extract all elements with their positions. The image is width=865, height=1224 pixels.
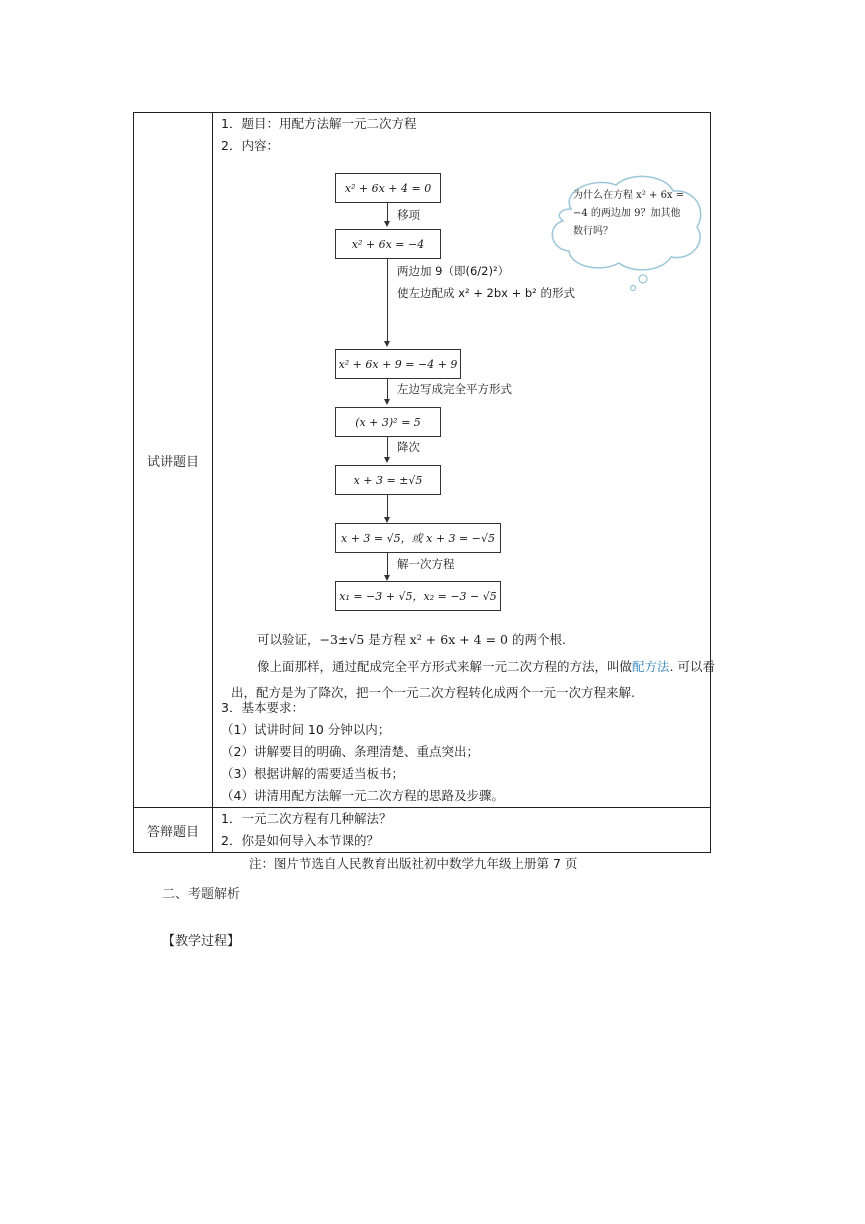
requirements-heading: 3．基本要求： bbox=[221, 700, 304, 715]
method-paragraph: 像上面那样，通过配成完全平方形式来解一元二次方程的方法，叫做配方法. 可以看出，配方是为了降次，把一个一元二次方程转化成两个一元一次方程来解. bbox=[231, 659, 715, 700]
requirement-item: （4）讲清用配方法解一元二次方程的思路及步骤。 bbox=[221, 788, 504, 803]
flow-arrow-2 bbox=[387, 258, 388, 344]
verify-paragraph: 可以验证，−3±√5 是方程 x² + 6x + 4 = 0 的两个根. bbox=[257, 632, 566, 647]
lecture-topic-cell bbox=[213, 113, 715, 808]
defense-topic-cell bbox=[213, 808, 711, 853]
flow-box-6: x + 3 = √5，或 x + 3 = −√5 bbox=[335, 523, 501, 553]
lecture-content bbox=[213, 113, 715, 807]
requirement-item: （1）试讲时间 10 分钟以内； bbox=[221, 722, 391, 737]
flow-step-4: 降次 bbox=[397, 440, 420, 454]
section-heading: 二、考题解析 bbox=[162, 887, 241, 902]
flow-box-1: x² + 6x + 4 = 0 bbox=[335, 173, 441, 203]
image-source-note: 注：图片节选自人民教育出版社初中数学九年级上册第 7 页 bbox=[249, 856, 578, 871]
flow-box-4: (x + 3)² = 5 bbox=[335, 407, 441, 437]
flow-box-3: x² + 6x + 9 = −4 + 9 bbox=[335, 349, 461, 379]
arrowhead-2 bbox=[384, 341, 390, 347]
textbook-figure bbox=[221, 157, 715, 700]
arrowhead-3 bbox=[384, 399, 390, 405]
topic-title: 1．题目：用配方法解一元二次方程 bbox=[221, 116, 417, 131]
flow-step-2a: 两边加 9（即(6/2)²） bbox=[397, 264, 510, 278]
method-term: 配方法 bbox=[632, 659, 670, 674]
flow-step-2b: 使左边配成 x² + 2bx + b² 的形式 bbox=[397, 286, 575, 300]
exam-table bbox=[133, 112, 715, 853]
defense-question: 1．一元二次方程有几种解法？ bbox=[221, 811, 392, 826]
process-heading: 【教学过程】 bbox=[162, 934, 241, 949]
content-heading: 2．内容： bbox=[221, 138, 279, 153]
cloud-question: 为什么在方程 x² + 6x = −4 的两边加 9？加其他数行吗？ bbox=[573, 190, 685, 237]
arrowhead-4 bbox=[384, 457, 390, 463]
flow-step-1: 移项 bbox=[397, 208, 420, 222]
row-label-defense-topic: 答辩题目 bbox=[134, 808, 213, 853]
requirement-item: （3）根据讲解的需要适当板书； bbox=[221, 766, 404, 781]
requirement-item: （2）讲解要目的明确、条理清楚、重点突出； bbox=[221, 744, 479, 759]
flow-step-6: 解一次方程 bbox=[397, 557, 455, 571]
flow-step-3: 左边写成完全平方形式 bbox=[397, 382, 512, 396]
flow-box-2: x² + 6x = −4 bbox=[335, 229, 441, 259]
flow-box-5: x + 3 = ±√5 bbox=[335, 465, 441, 495]
row-label-lecture-topic: 试讲题目 bbox=[134, 113, 213, 808]
flow-box-7: x₁ = −3 + √5，x₂ = −3 − √5 bbox=[335, 581, 501, 611]
defense-question: 2．你是如何导入本节课的？ bbox=[221, 833, 379, 848]
arrowhead-1 bbox=[384, 221, 390, 227]
